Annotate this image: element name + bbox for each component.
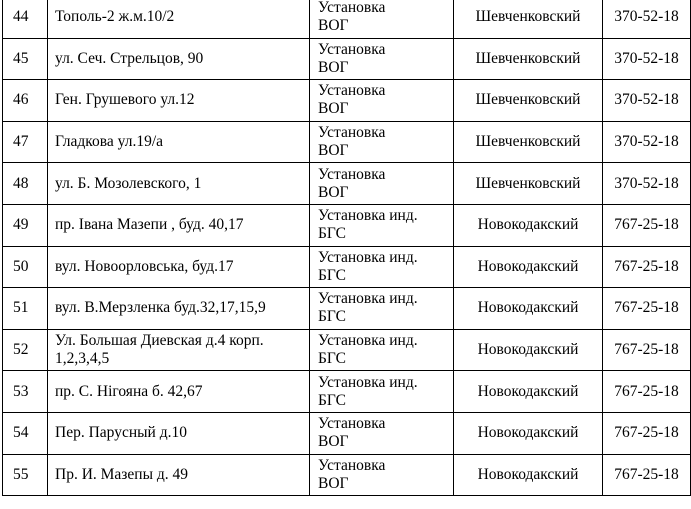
service-type-cell [310, 80, 454, 122]
table-row [3, 163, 691, 205]
table-row [3, 288, 691, 330]
service-type-cell [310, 454, 454, 496]
address-cell: Гладкова ул.19/а [48, 121, 310, 163]
district-cell: Новокодакский [454, 412, 603, 454]
address-cell: Пер. Парусный д.10 [48, 412, 310, 454]
row-number: 47 [3, 121, 48, 163]
table-row [3, 204, 691, 246]
district-cell: Новокодакский [454, 288, 603, 330]
service-type-cell [310, 0, 454, 38]
service-type-line: БГС [318, 225, 346, 243]
service-type-line: БГС [318, 308, 346, 326]
service-type-line: Установка [318, 456, 386, 474]
district-cell: Шевченковский [454, 121, 603, 163]
service-type-line: Установка [318, 415, 386, 433]
service-type-cell [310, 288, 454, 330]
service-type-line: БГС [318, 266, 346, 284]
service-type-cell [310, 412, 454, 454]
row-number: 53 [3, 371, 48, 413]
district-cell: Новокодакский [454, 246, 603, 288]
address-table [2, 0, 691, 496]
service-type-line: ВОГ [318, 17, 349, 35]
address-cell: Тополь-2 ж.м.10/2 [48, 0, 310, 38]
service-type-cell [310, 163, 454, 205]
table-row [3, 412, 691, 454]
service-type-cell [310, 121, 454, 163]
row-number: 46 [3, 80, 48, 122]
district-cell: Шевченковский [454, 163, 603, 205]
table-row [3, 80, 691, 122]
service-type-cell [310, 329, 454, 371]
service-type-line: ВОГ [318, 183, 349, 201]
service-type-line: Установка инд. [318, 290, 418, 308]
service-type-line: ВОГ [318, 142, 349, 160]
address-cell: ул. Сеч. Стрельцов, 90 [48, 38, 310, 80]
district-cell: Шевченковский [454, 80, 603, 122]
address-cell: вул. В.Мерзленка буд.32,17,15,9 [48, 288, 310, 330]
table-row [3, 329, 691, 371]
phone-cell: 370-52-18 [603, 38, 691, 80]
phone-cell: 767-25-18 [603, 371, 691, 413]
phone-cell: 767-25-18 [603, 454, 691, 496]
service-type-line: ВОГ [318, 474, 349, 492]
table-row [3, 246, 691, 288]
service-type-cell [310, 38, 454, 80]
district-cell: Новокодакский [454, 371, 603, 413]
service-type-cell [310, 246, 454, 288]
service-type-line: Установка [318, 0, 386, 17]
service-type-line: Установка [318, 165, 386, 183]
phone-cell: 767-25-18 [603, 412, 691, 454]
service-type-line: Установка инд. [318, 373, 418, 391]
table-row [3, 454, 691, 496]
service-type-line: ВОГ [318, 433, 349, 451]
table-row [3, 371, 691, 413]
service-type-cell [310, 204, 454, 246]
district-cell: Новокодакский [454, 329, 603, 371]
service-type-line: Установка инд. [318, 248, 418, 266]
service-type-line: Установка инд. [318, 207, 418, 225]
address-cell: Ген. Грушевого ул.12 [48, 80, 310, 122]
district-cell: Шевченковский [454, 0, 603, 38]
address-cell: ул. Б. Мозолевского, 1 [48, 163, 310, 205]
row-number: 55 [3, 454, 48, 496]
service-type-line: БГС [318, 391, 346, 409]
district-cell: Новокодакский [454, 454, 603, 496]
table-body [3, 0, 691, 496]
address-cell: пр. С. Нігояна б. 42,67 [48, 371, 310, 413]
row-number: 50 [3, 246, 48, 288]
phone-cell: 767-25-18 [603, 246, 691, 288]
phone-cell: 767-25-18 [603, 204, 691, 246]
row-number: 44 [3, 0, 48, 38]
row-number: 48 [3, 163, 48, 205]
district-cell: Шевченковский [454, 38, 603, 80]
row-number: 54 [3, 412, 48, 454]
phone-cell: 767-25-18 [603, 288, 691, 330]
service-type-line: ВОГ [318, 100, 349, 118]
row-number: 52 [3, 329, 48, 371]
service-type-cell [310, 371, 454, 413]
service-type-line: ВОГ [318, 58, 349, 76]
phone-cell: 370-52-18 [603, 121, 691, 163]
table-row [3, 0, 691, 38]
address-cell: пр. Івана Мазепи , буд. 40,17 [48, 204, 310, 246]
district-cell: Новокодакский [454, 204, 603, 246]
phone-cell: 370-52-18 [603, 0, 691, 38]
table-row [3, 121, 691, 163]
row-number: 49 [3, 204, 48, 246]
phone-cell: 767-25-18 [603, 329, 691, 371]
table-row [3, 38, 691, 80]
address-cell: Ул. Большая Диевская д.4 корп. 1,2,3,4,5 [48, 329, 310, 371]
service-type-line: Установка [318, 82, 386, 100]
address-cell: Пр. И. Мазепы д. 49 [48, 454, 310, 496]
row-number: 51 [3, 288, 48, 330]
phone-cell: 370-52-18 [603, 163, 691, 205]
address-cell: вул. Новоорловська, буд.17 [48, 246, 310, 288]
phone-cell: 370-52-18 [603, 80, 691, 122]
row-number: 45 [3, 38, 48, 80]
service-type-line: Установка [318, 40, 386, 58]
service-type-line: БГС [318, 350, 346, 368]
service-type-line: Установка [318, 124, 386, 142]
service-type-line: Установка инд. [318, 332, 418, 350]
